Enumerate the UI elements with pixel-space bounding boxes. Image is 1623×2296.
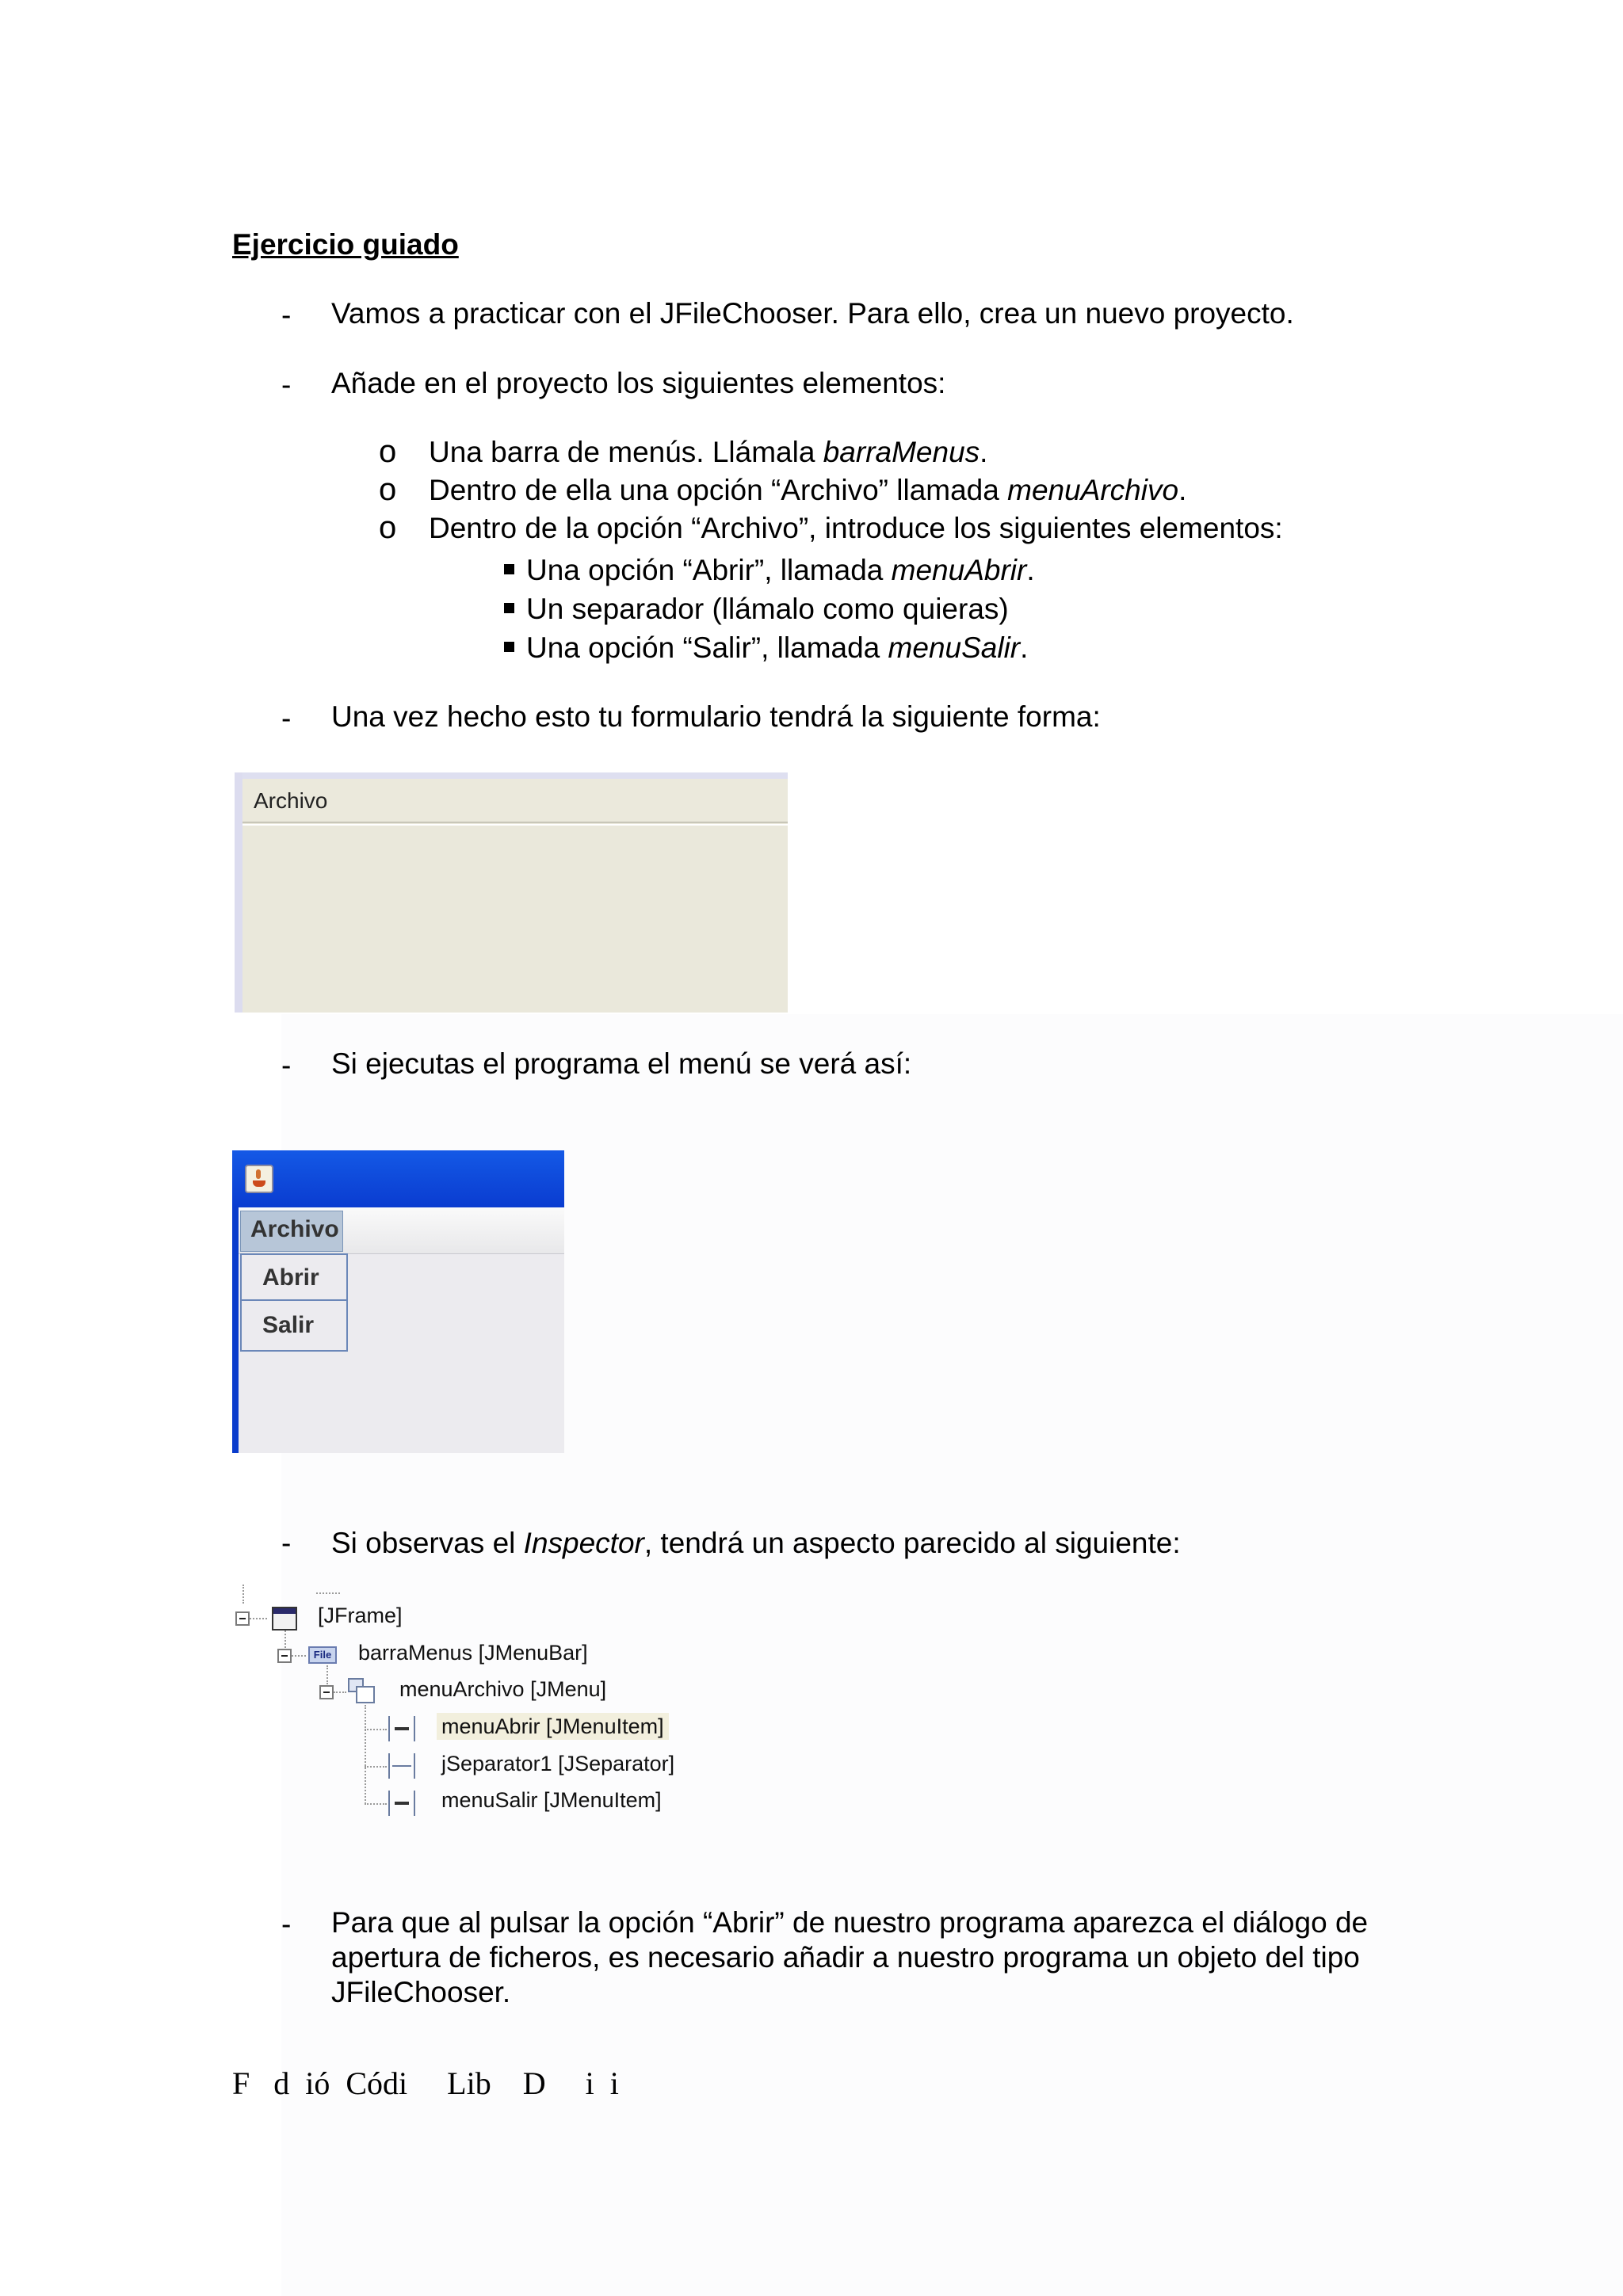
bullet-text-6-line3: JFileChooser. bbox=[331, 1976, 511, 2008]
jmenuitem-icon bbox=[388, 1716, 415, 1741]
runtime-menu-archivo: Archivo bbox=[240, 1211, 343, 1252]
collapse-icon bbox=[277, 1649, 292, 1663]
java-icon bbox=[245, 1165, 273, 1193]
tree-connector bbox=[334, 1691, 346, 1693]
tree-node-menusalir: menuSalir [JMenuItem] bbox=[441, 1788, 662, 1812]
runtime-menu-item-salir: Salir bbox=[262, 1312, 315, 1338]
exercise-heading: Ejercicio guiado bbox=[232, 228, 459, 261]
page-footer: F d ió Códi Lib D i i bbox=[232, 2065, 619, 2101]
sub-sub-bullet-3: Una opción “Salir”, llamada menuSalir. bbox=[526, 631, 1029, 664]
square-bullet bbox=[504, 642, 514, 652]
window-border bbox=[232, 1207, 239, 1453]
square-bullet bbox=[504, 564, 514, 574]
sub-sub-bullet-1: Una opción “Abrir”, llamada menuAbrir. bbox=[526, 554, 1035, 586]
jseparator-icon bbox=[388, 1753, 415, 1779]
menubar-icon: File bbox=[308, 1646, 337, 1664]
bullet-dash: - bbox=[281, 1908, 292, 1940]
bullet-text-6-line1: Para que al pulsar la opción “Abrir” de nuestro programa aparezca el diálogo de bbox=[331, 1906, 1369, 1939]
collapse-icon bbox=[319, 1685, 334, 1699]
bullet-text-1: Vamos a practicar con el JFileChooser. Para ello, crea un nuevo proyecto. bbox=[331, 297, 1294, 330]
sub-sub-bullet-2: Un separador (llámalo como quieras) bbox=[526, 593, 1009, 625]
bullet-dash: - bbox=[281, 1049, 292, 1081]
bullet-dash: - bbox=[281, 702, 292, 734]
tree-node-jseparator1: jSeparator1 [JSeparator] bbox=[441, 1752, 675, 1775]
bullet-dash: - bbox=[281, 368, 292, 401]
design-form-screenshot bbox=[235, 772, 788, 1013]
square-bullet bbox=[504, 603, 514, 613]
tree-connector bbox=[316, 1592, 340, 1594]
tree-connector bbox=[292, 1655, 306, 1657]
tree-connector bbox=[285, 1630, 286, 1648]
jmenu-icon bbox=[348, 1678, 375, 1703]
tree-connector bbox=[365, 1766, 387, 1768]
design-menu-archivo: Archivo bbox=[254, 788, 328, 813]
tree-connector bbox=[365, 1729, 387, 1730]
bullet-dash: - bbox=[281, 1527, 292, 1559]
sub-bullet-1: Una barra de menús. Llámala barraMenus. bbox=[429, 436, 988, 468]
menubar-divider bbox=[242, 824, 788, 826]
bullet-text-2: Añade en el proyecto los siguientes elementos: bbox=[331, 367, 946, 399]
sub-bullet-2: Dentro de ella una opción “Archivo” llamada menuArchivo. bbox=[429, 474, 1187, 506]
tree-connector bbox=[365, 1705, 366, 1804]
runtime-menu-item-abrir: Abrir bbox=[242, 1255, 346, 1301]
tree-node-barramenus: barraMenus [JMenuBar] bbox=[358, 1641, 588, 1665]
jmenuitem-icon bbox=[388, 1791, 415, 1816]
window-title-bar bbox=[232, 1150, 564, 1207]
tree-connector bbox=[250, 1618, 267, 1619]
sub-bullet-3: Dentro de la opción “Archivo”, introduce los siguientes elementos: bbox=[429, 512, 1283, 544]
tree-connector bbox=[365, 1803, 387, 1805]
screenshot-edge bbox=[235, 772, 242, 1013]
bullet-text-4: Si ejecutas el programa el menú se verá así: bbox=[331, 1047, 912, 1080]
bullet-text-5: Si observas el Inspector, tendrá un aspecto parecido al siguiente: bbox=[331, 1527, 1181, 1559]
inspector-tree bbox=[232, 1585, 708, 1822]
circle-bullet: o bbox=[379, 472, 397, 507]
tree-node-jframe: [JFrame] bbox=[318, 1604, 403, 1627]
bullet-text-3: Una vez hecho esto tu formulario tendrá la siguiente forma: bbox=[331, 700, 1101, 733]
screenshot-edge bbox=[235, 772, 788, 779]
tree-connector bbox=[327, 1665, 328, 1684]
bullet-text-6-line2: apertura de ficheros, es necesario añadir a nuestro programa un objeto del tipo bbox=[331, 1941, 1360, 1974]
circle-bullet: o bbox=[379, 510, 397, 545]
runtime-dropdown bbox=[240, 1253, 348, 1352]
bullet-dash: - bbox=[281, 299, 292, 331]
collapse-icon bbox=[235, 1611, 250, 1626]
tree-connector bbox=[242, 1585, 244, 1604]
tree-node-menuarchivo: menuArchivo [JMenu] bbox=[399, 1677, 607, 1701]
running-program-screenshot bbox=[232, 1150, 564, 1453]
tree-node-menuabrir: menuAbrir [JMenuItem] bbox=[437, 1714, 669, 1739]
design-menubar bbox=[242, 779, 788, 823]
circle-bullet: o bbox=[379, 434, 397, 469]
jframe-icon bbox=[272, 1607, 297, 1630]
